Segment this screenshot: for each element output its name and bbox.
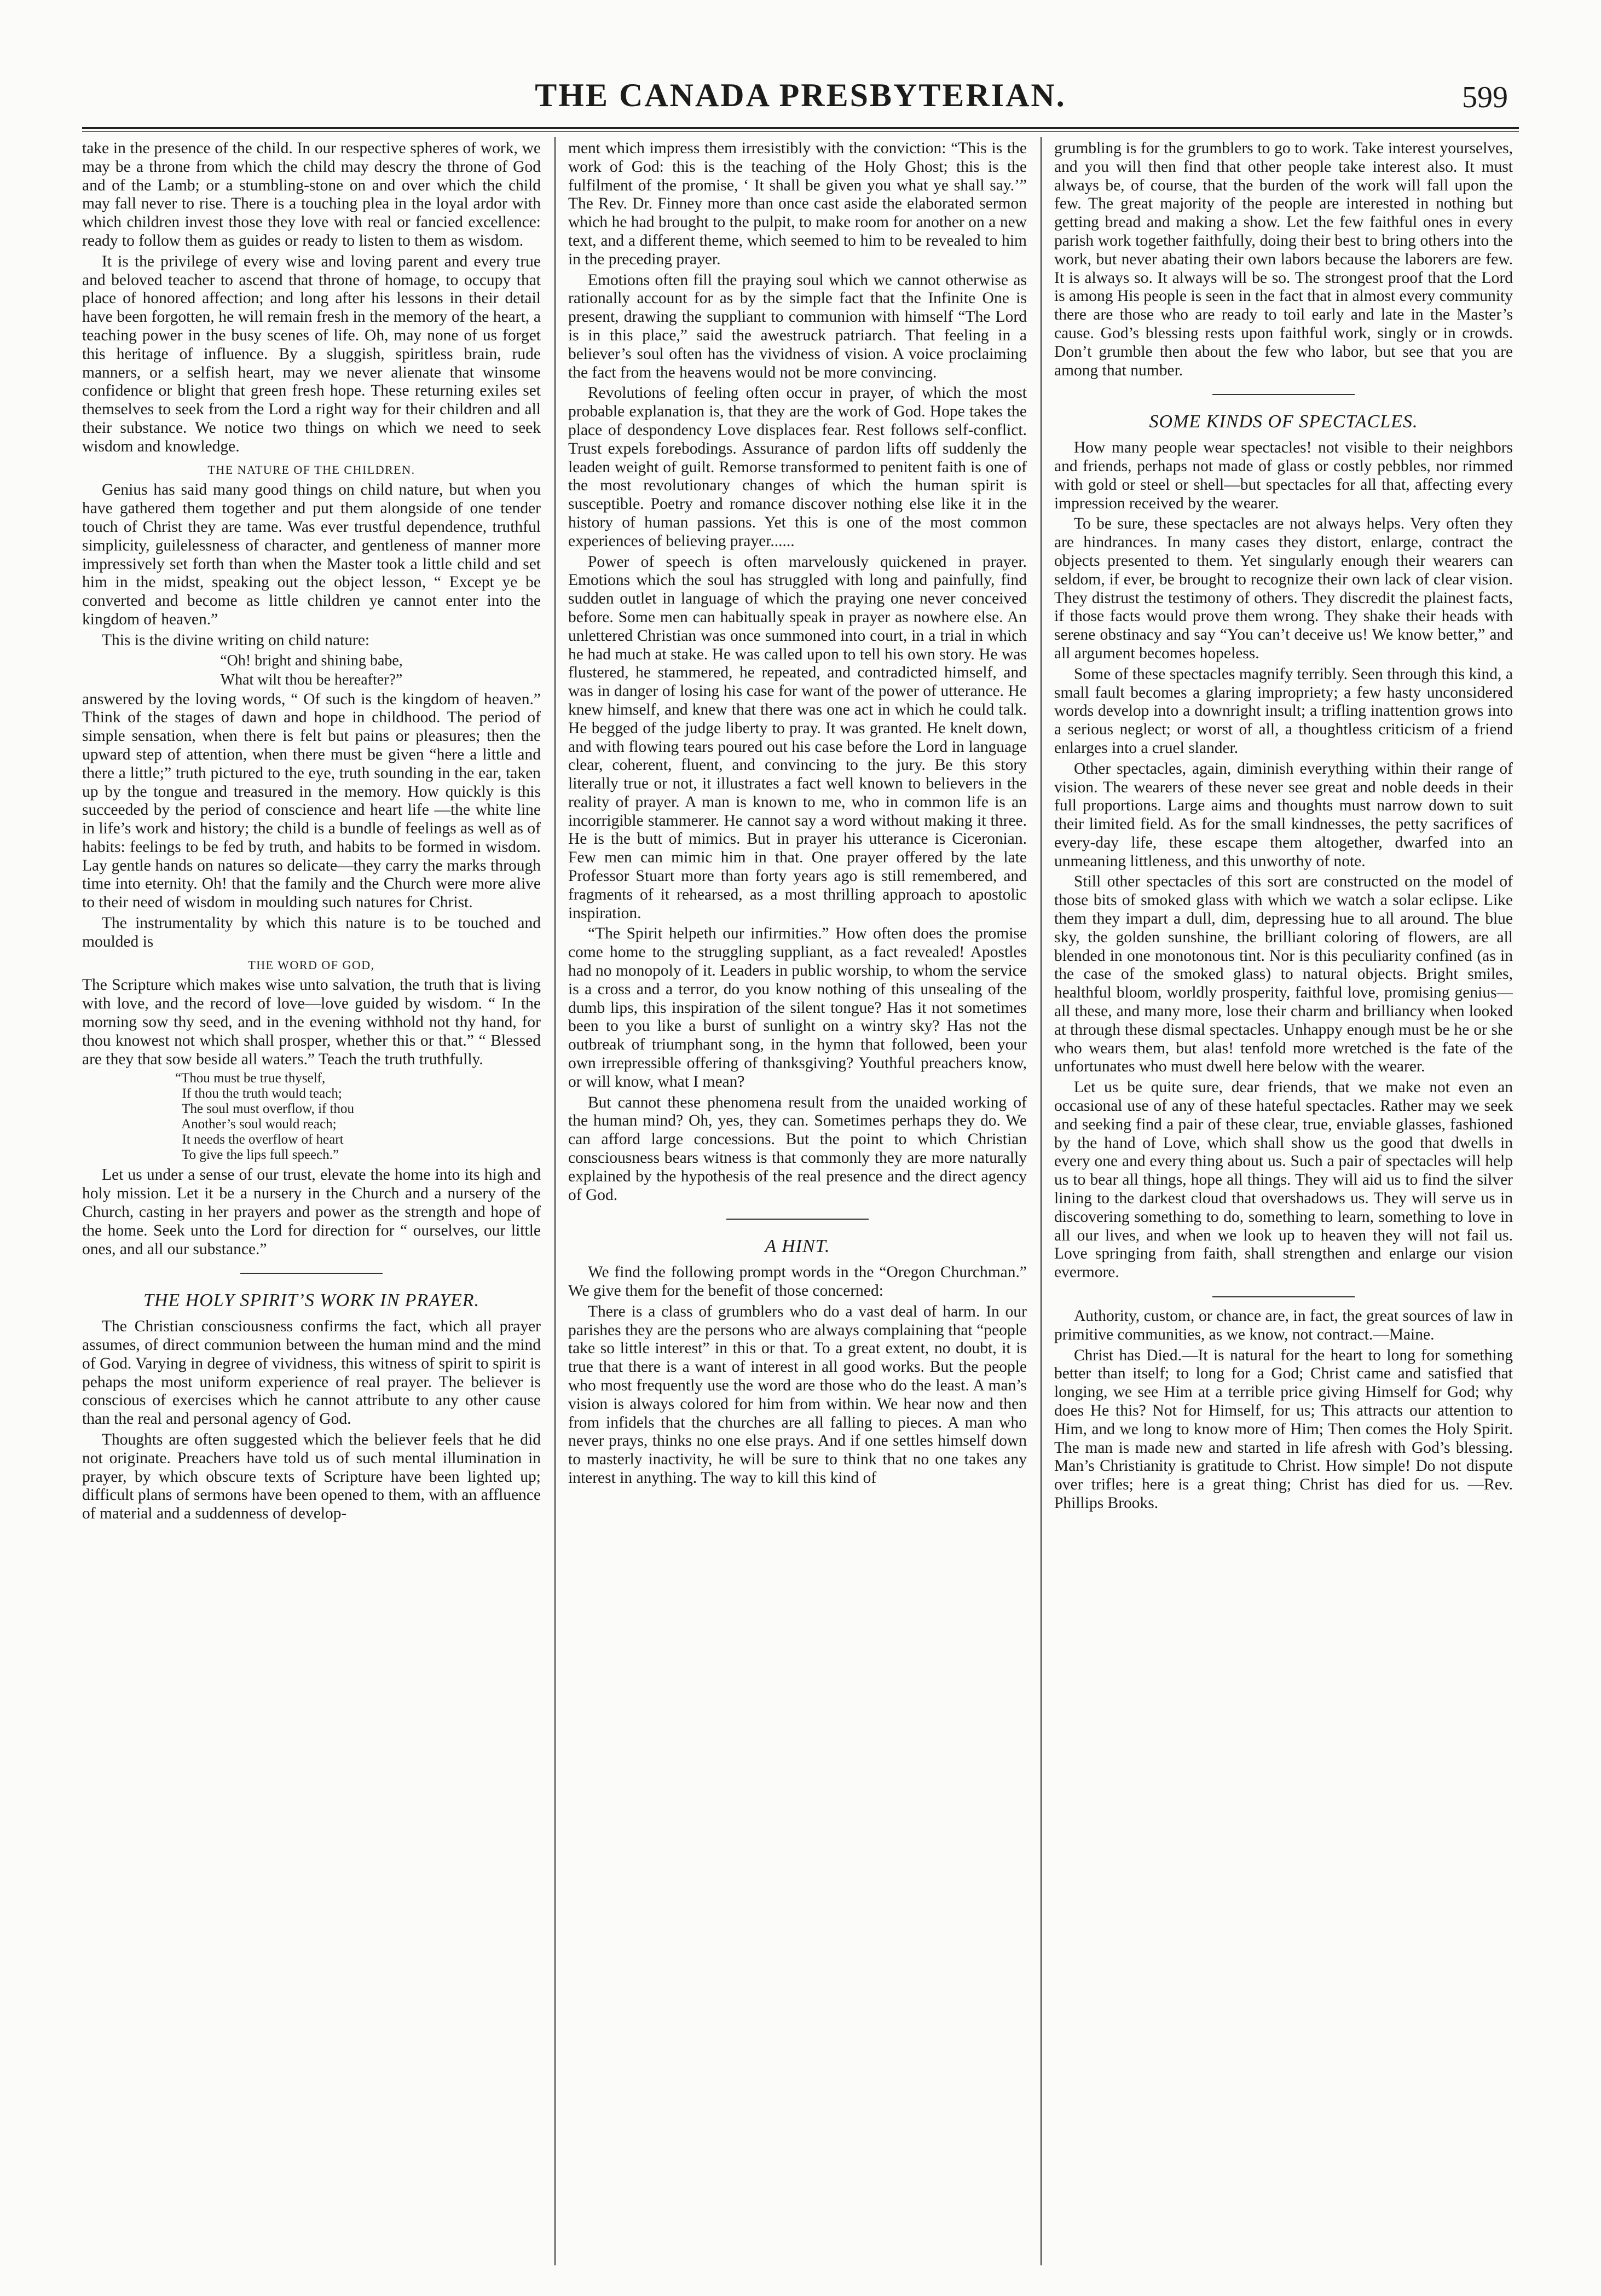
- column-1: [82, 140, 541, 2263]
- subheading: THE WORD OF GOD,: [248, 958, 375, 972]
- column-3: [1054, 140, 1513, 2263]
- paragraph: Still other spectacles of this sort are constructed on the model of those bits of smoked glass with which we watch a solar eclipse. Like them they impart a dull, dim, depressing hue to all around. The blue sky, the golden sunshine, the brilliant coloring of flowers, are all blended in one monotonous tint. Nor is this peculiarity confined (as in the case of the smoked glass) to natural objects. Bright smiles, healthful bloom, worldly prosperity, faithful love, promising genius—all these, and many more, lose their charm and brilliancy when looked at through these dismal spectacles. Unhappy enough must be he or she who wears them, but alas! tenfold more wretched is the fate of the unfortunates who must dwell here below with the wearer.: [1054, 873, 1513, 1076]
- verse-line: It needs the overflow of heart: [175, 1132, 344, 1147]
- verse: [175, 1071, 541, 1163]
- paragraph: Emotions often fill the praying soul which we cannot otherwise as rationally account for as by the simple fact that the Infinite One is present, drawing the suppliant to communion with himself “The Lord is in this place,” said the awestruck patriarch. That feeling in a believer’s soul often has the vividness of vision. A voice proclaiming the fact from the heavens would not be more convincing.: [568, 271, 1027, 381]
- paragraph: answered by the loving words, “ Of such is the kingdom of heaven.” Think of the stages of dawn and hope in childhood. The period of simple sensation, when there is felt but pains or pleasures; then the upward step of attention, when there must be given “here a little and there a little;” truth pictured to the eye, truth sounding in the ear, taken up by the tongue and treasured in the memory. How quickly is this succeeded by the period of conscience and heart life —the white line in life’s work and history; the child is a bundle of feelings as well as of habits: feelings to be fed by truth, and habits to be formed in wisdom. Lay gentle hands on natures so delicate—they carry the marks through time into eternity. Oh! that the family and the Church were more alive to their need of wisdom in moulding such natures for Christ.: [82, 690, 541, 912]
- quote-line: “Oh! bright and shining babe,: [220, 652, 403, 669]
- paragraph: Let us be quite sure, dear friends, that we make not even an occasional use of any of these hateful spectacles. Rather may we seek and seeking find a pair of these clear, true, enviable glasses, fashioned by the hand of Love, which shall show us the good that dwells in every one and every thing about us. Such a pair of spectacles will help us to bear all things, hope all things. They will aid us to find the silver lining to the darkest cloud that overshadows us. They will serve us in discovering something to do, something to learn, something to love in all our lives, and when we look up to heaven they will not fail us. Love springing from faith, shall strengthen and enlarge our vision evermore.: [1054, 1079, 1513, 1282]
- header-rule: [82, 127, 1519, 129]
- header-rule-thin: [82, 131, 1519, 132]
- paragraph: “The Spirit helpeth our infirmities.” How often does the promise come home to the struggling suppliant, as a fact revealed! Apostles had no monopoly of it. Leaders in public worship, to whom the service is a cross and a terror, do you know nothing of this unsealing of the dumb lips, this inspiration of the silent tongue? Has it not sometimes been to you like a burst of sunlight on a wintry sky? Has not the outbreak of triumphant song, in the hymn that followed, been your own irrepressible offering of thanksgiving? Youthful preachers know, or will know, what I mean?: [568, 925, 1027, 1091]
- section-rule: [240, 1273, 383, 1274]
- paragraph: Power of speech is often marvelously quickened in prayer. Emotions which the soul has struggled with long and painfully, find sudden outlet in language of which the praying one never conceived before. Some men can habitually speak in prayer as nowhere else. An unlettered Christian was once summoned into court, in a trial in which he had much at stake. He was called upon to tell his own story. He was flustered, he stammered, he repeated, and contradicted himself, and was in danger of losing his case for want of the power of utterance. He knew himself, and knew that there was one act in which he could talk. He begged of the judge liberty to pray. It was granted. He knelt down, and with flowing tears poured out his case before the Lord in language clear, coherent, fluent, and convincing to the jury. Be this story literally true or not, it illustrates a fact well known to believers in the reality of prayer. A man is known to me, who in common life is an incorrigible stammerer. He cannot say a word without making it three. He is the butt of mimics. But in prayer his utterance is Ciceronian. Few men can mimic him in that. One prayer offered by the late Professor Stuart more than forty years ago is still remembered, and fragments of it rehearsed, as a most thrilling approach to apostolic inspiration.: [568, 553, 1027, 922]
- paragraph: How many people wear spectacles! not visible to their neighbors and friends, perhaps not made of glass or costly pebbles, nor rimmed with gold or steel or shell—but spectacles for all that, affecting every impression received by the wearer.: [1054, 439, 1513, 512]
- column-divider: [554, 137, 556, 2265]
- paragraph: Revolutions of feeling often occur in prayer, of which the most probable explanation is, that they are the work of God. Hope takes the place of despondency Love displaces fear. Rest follows self-conflict. Trust expels forebodings. Assurance of pardon lifts off suddenly the leaden weight of guilt. Remorse transformed to penitent faith is one of the most revolutionary changes of which the human spirit is susceptible. Poetry and romance discover nothing else like it in the history of human passions. Yet this is one of the most common experiences of believing prayer......: [568, 384, 1027, 550]
- paragraph: Genius has said many good things on child nature, but when you have gathered them together and put them alongside of one tender touch of Christ they are tame. Was ever trustful dependence, truthful simplicity, guilelessness of character, and gentleness of manner more impressively set forth than when the Master took a little child and set him in the midst, speaking out the object lesson, “ Except ye be converted and become as little children ye cannot enter into the kingdom of heaven.”: [82, 481, 541, 628]
- paragraph: We find the following prompt words in the “Oregon Churchman.” We give them for the benefit of those concerned:: [568, 1263, 1027, 1300]
- paragraph: Other spectacles, again, diminish everything within their range of vision. The wearers of these never see great and noble deeds in their full proportions. Large aims and thoughts must narrow down to suit their limited field. As for the small kindnesses, the petty sacrifices of every-day life, these escape them altogether, dwarfed into an unmeaning littleness, and this unworthy of note.: [1054, 759, 1513, 870]
- paragraph: This is the divine writing on child nature:: [102, 631, 370, 649]
- paragraph: The instrumentality by which this nature is to be touched and moulded is: [82, 914, 541, 950]
- verse-line: Another’s soul would reach;: [175, 1117, 337, 1132]
- article-heading: SOME KINDS OF SPECTACLES.: [1149, 411, 1418, 432]
- paragraph: grumbling is for the grumblers to go to work. Take interest yourselves, and you will then find that other people take interest also. It must always be, of course, that the burden of the work will fall upon the few. The great majority of the people are interested in nothing but getting bread and making a show. Let the few faithful ones in every parish work together faithfully, doing their best to bring others into the work, but never abating their own labors because the laborers are few. It is always so. It always will be so. The strongest proof that the Lord is among His people is seen in the fact that in almost every community there are those who are ready to toil early and late in the Master’s cause. God’s blessing rests upon faithful work, singly or in crowds. Don’t grumble then about the few who labor, but see that you are among that number.: [1054, 140, 1513, 379]
- article-heading: THE HOLY SPIRIT’S WORK IN PRAYER.: [143, 1290, 480, 1311]
- column-divider: [1041, 137, 1042, 2265]
- verse-line: “Thou must be true thyself,: [175, 1071, 326, 1086]
- paragraph: Some of these spectacles magnify terribly. Seen through this kind, a small fault becomes a glaring impropriety; a few hasty unconsidered words develop into a downright insult; a trifling inattention grows into a serious neglect; or worst of all, a thoughtless criticism of a friend enlarges into a cruel slander.: [1054, 665, 1513, 757]
- quote-line: What wilt thou be hereafter?”: [220, 671, 403, 688]
- verse-line: The soul must overflow, if thou: [175, 1101, 355, 1117]
- column-2: [568, 140, 1027, 2263]
- article-heading: A HINT.: [765, 1236, 830, 1257]
- paragraph: Authority, custom, or chance are, in fact, the great sources of law in primitive communities, as we know, not contract.—Maine.: [1054, 1307, 1513, 1343]
- paragraph: The Scripture which makes wise unto salvation, the truth that is living with love, and the record of love—love guided by wisdom. “ In the morning sow thy seed, and in the evening withhold not thy hand, for thou knowest not which shall prosper, whether this or that.” “ Blessed are they that sow beside all waters.” Teach the truth truthfully.: [82, 976, 541, 1068]
- page-header: [82, 71, 1519, 123]
- section-rule: [1212, 394, 1355, 395]
- verse-line: To give the lips full speech.”: [175, 1147, 339, 1163]
- paragraph: It is the privilege of every wise and loving parent and every true and beloved teacher to ascend that throne of homage, to occupy that place of honored affection; and long after his lessons in their detail have been forgotten, he will remain fresh in the memory of the heart, a teaching power in the busy scenes of life. Oh, may none of us forget this heritage of influence. By a sluggish, spiritless brain, rude manners, or a selfish heart, may we never alienate that winsome confidence or blight that green fresh hope. These returning exiles set themselves to seek from the Lord a right way for their children and all their substance. We notice two things on which we need to seek wisdom and knowledge.: [82, 252, 541, 455]
- paragraph: take in the presence of the child. In our respective spheres of work, we may be a throne from which the child may descry the throne of God and of the Lamb; or a stumbling-stone on and over which the child may fall never to rise. There is a touching plea in the loyal ardor with which children invest those they love with real or fancied excellence: ready to follow them as guides or ready to listen to them as wisdom.: [82, 140, 541, 250]
- page-number: 599: [1462, 80, 1508, 114]
- paragraph: ment which impress them irresistibly with the conviction: “This is the work of God: this is the teaching of the Holy Ghost; this is the fulfilment of the promise, ‘ It shall be given you what ye shall say.’” The Rev. Dr. Finney more than once cast aside the elaborated sermon which he had brought to the pulpit, to make room for another on a new text, and a different theme, which seemed to him to be revealed to him in the preceding prayer.: [568, 140, 1027, 268]
- paragraph: To be sure, these spectacles are not always helps. Very often they are hindrances. In many cases they distort, enlarge, contract the objects presented to them. Yet singularly enough their wearers can seldom, if ever, be brought to recognize their own lack of clear vision. They distrust the testimony of others. They discredit the plainest facts, if those facts would prove them wrong. They shake their heads with serene obstinacy and say “You can’t deceive us! We know better,” and all argument becomes hopeless.: [1054, 515, 1513, 662]
- paragraph: Christ has Died.—It is natural for the heart to long for something better than itself; to long for a God; Christ came and satisfied that longing, we see Him at a terrible price giving Himself for God; why does He this? Not for Himself, for us; This attracts our attention to Him, and we long to know more of Him; Then comes the Holy Spirit. The man is made new and started in life afresh with God’s blessing. Man’s Christianity is gratitude to Christ. How simple! Do not dispute over trifles; here is a great thing; Christ has died for us. —Rev. Phillips Brooks.: [1054, 1346, 1513, 1512]
- paragraph: Thoughts are often suggested which the believer feels that he did not originate. Preachers have told us of such mental illumination in prayer, by which obscure texts of Scripture have been lighted up; difficult plans of sermons have been opened to them, with an affluence of material and a suddenness of develop-: [82, 1431, 541, 1523]
- paragraph: Let us under a sense of our trust, elevate the home into its high and holy mission. Let it be a nursery in the Church and a nursery of the Church, casting in her prayers and power as the strength and hope of the home. Seek unto the Lord for direction for “ ourselves, our little ones, and all our substance.”: [82, 1166, 541, 1258]
- subheading: THE NATURE OF THE CHILDREN.: [207, 462, 415, 477]
- verse-line: If thou the truth would teach;: [175, 1086, 342, 1101]
- masthead-title: THE CANADA PRESBYTERIAN.: [535, 77, 1066, 113]
- section-rule: [726, 1219, 869, 1220]
- section-rule: [1212, 1296, 1355, 1297]
- paragraph: But cannot these phenomena result from the unaided working of the human mind? Oh, yes, they can. Sometimes perhaps they do. We can afford large concessions. But the point to which Christian consciousness bears witness is that commonly they are more naturally explained by the hypothesis of the real presence and the direct agency of God.: [568, 1093, 1027, 1204]
- paragraph: There is a class of grumblers who do a vast deal of harm. In our parishes they are the persons who are always complaining that “people take so little interest” in this or that. To a great extent, no doubt, it is true that there is a want of interest in all good works. But the people who most frequently use the word are those who do the least. A man’s vision is always colored for him from within. We hear now and then from infidels that the churches are all falling to pieces. A man who never prays, thinks no one else prays. And if one settles himself down to masterly inactivity, he will be sure to think that no one takes any interest in anything. The way to kill this kind of: [568, 1302, 1027, 1487]
- paragraph: The Christian consciousness confirms the fact, which all prayer assumes, of direct communion between the human mind and the mind of God. Varying in degree of vividness, this witness of spirit to spirit is pehaps the most uniform experience of real prayer. The believer is conscious of exercises which he cannot attribute to any other cause than the real and personal agency of God.: [82, 1318, 541, 1428]
